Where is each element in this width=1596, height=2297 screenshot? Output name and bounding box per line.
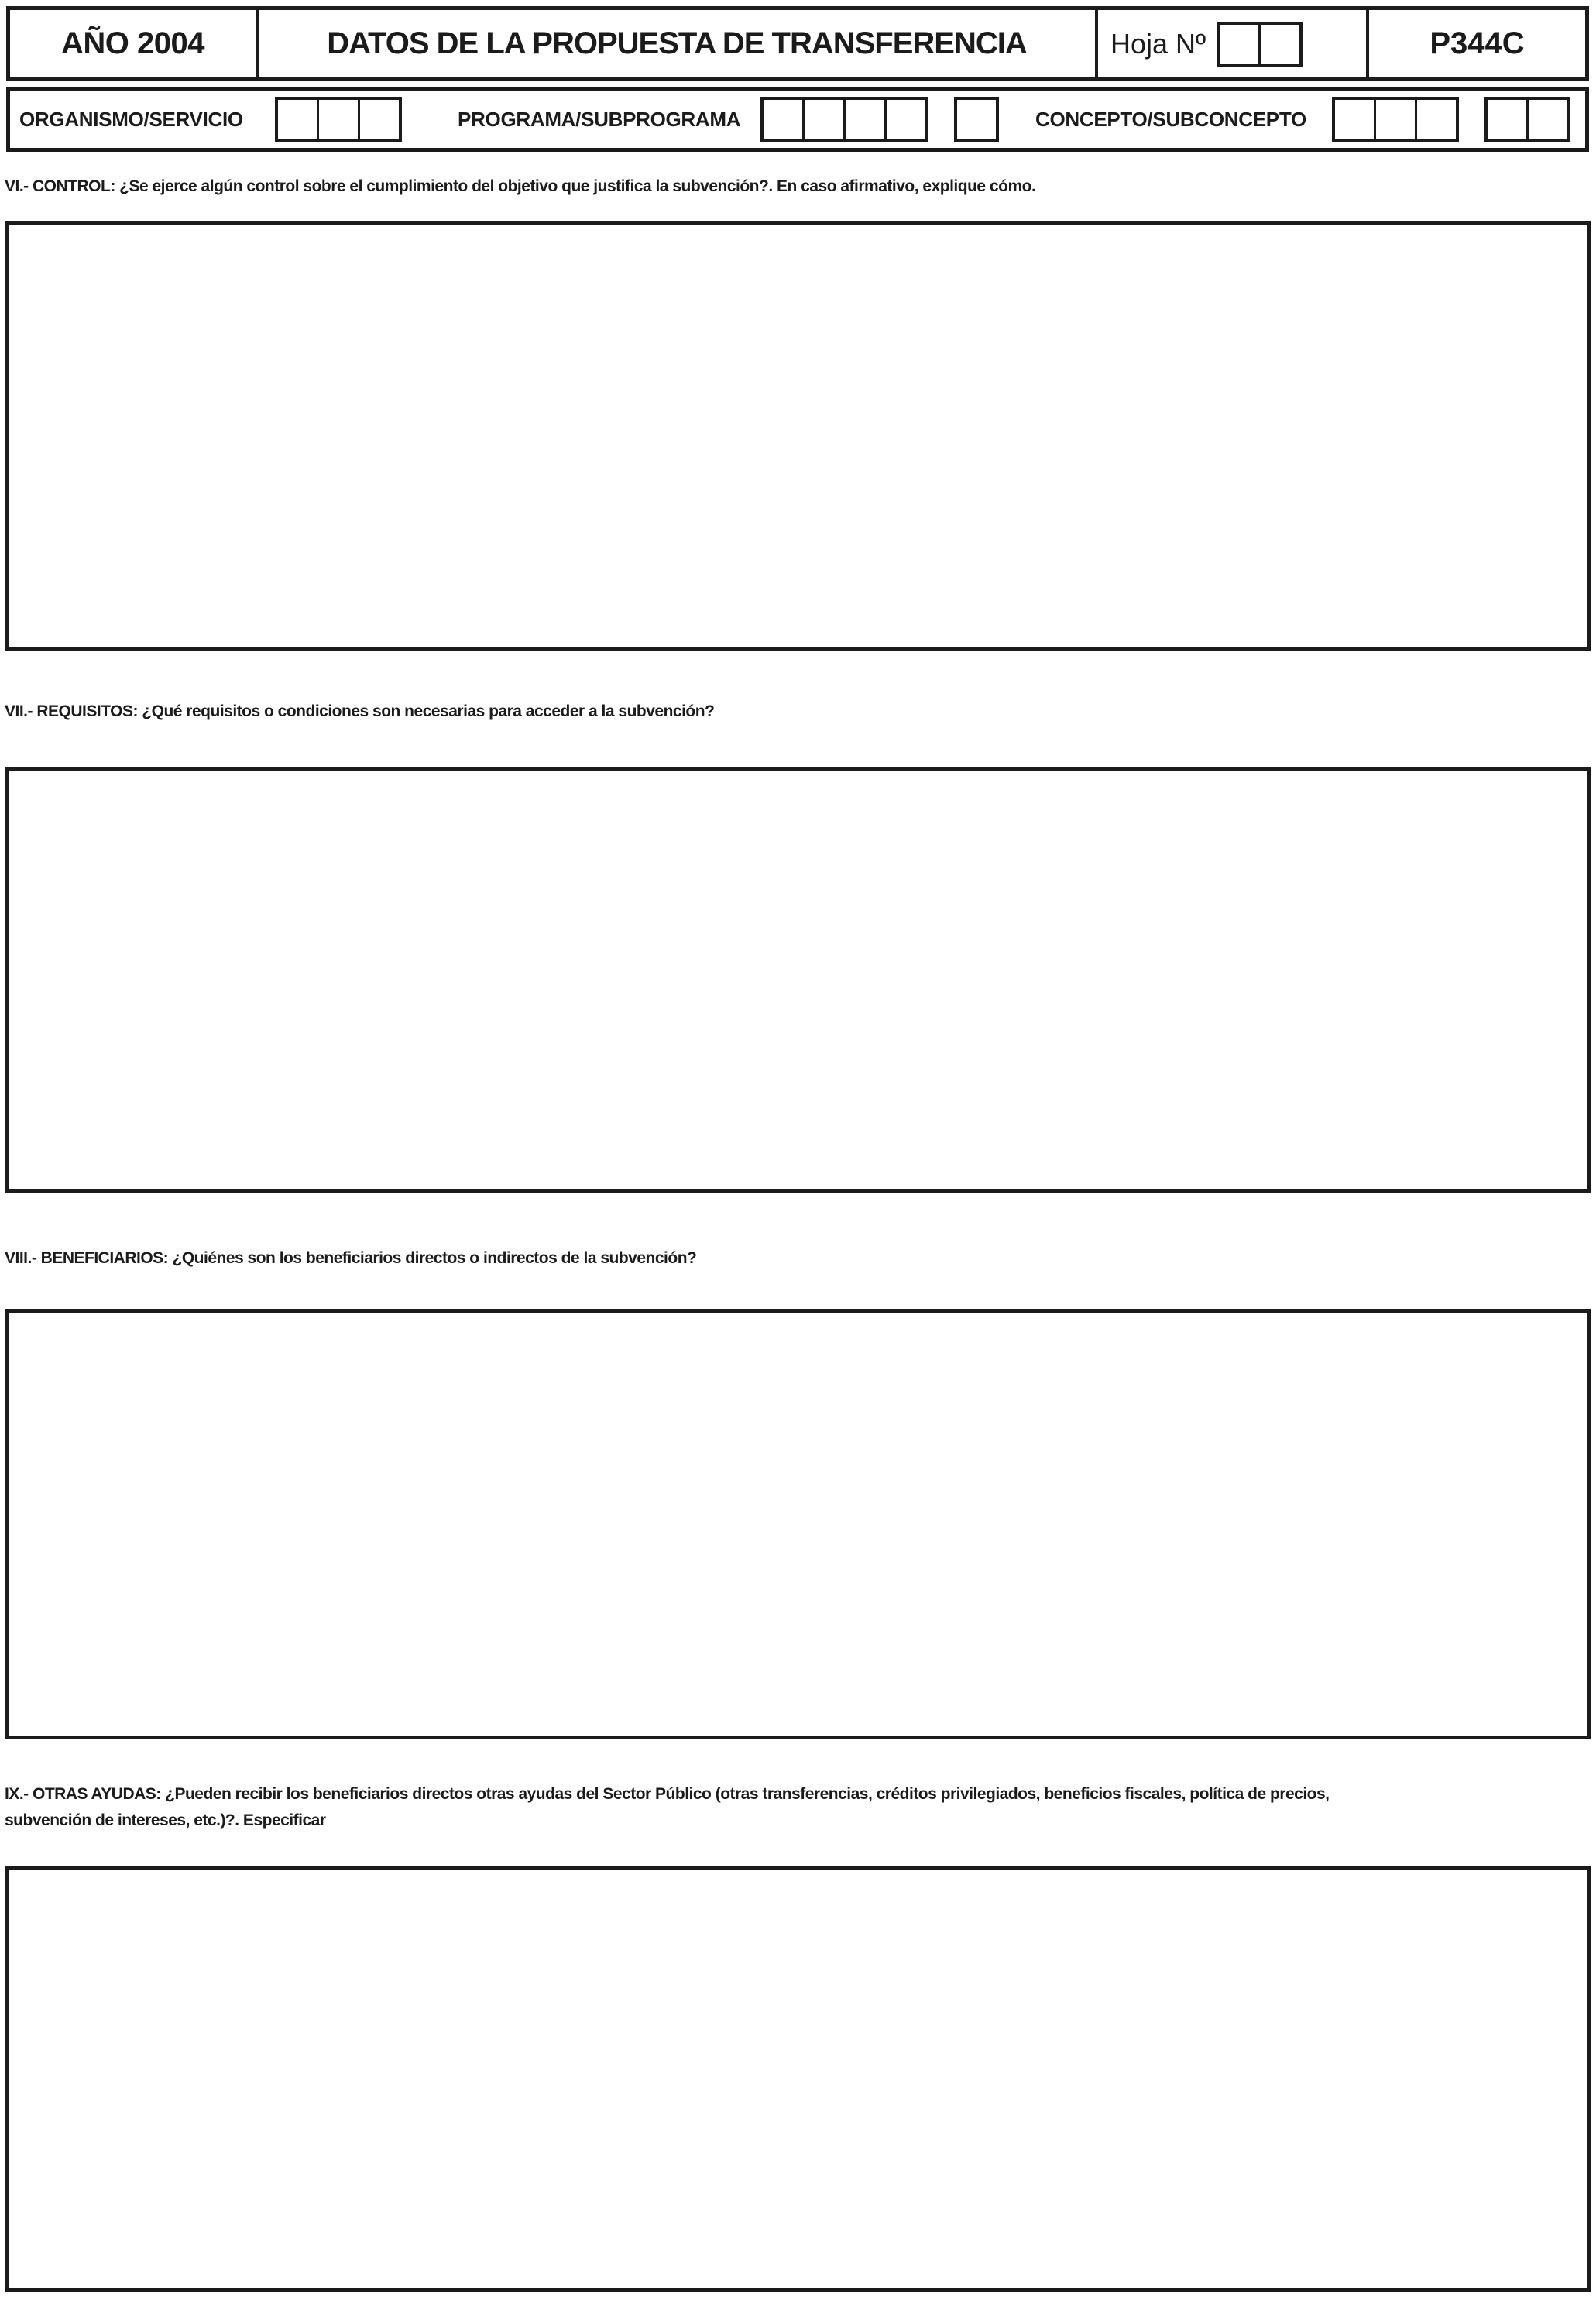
- sheet-number-box: [1217, 22, 1303, 67]
- otras-ayudas-answer-box[interactable]: [5, 1866, 1591, 2292]
- programa-cell-1[interactable]: [764, 100, 805, 139]
- sheet-number-cell-2[interactable]: [1261, 25, 1299, 64]
- organismo-label: ORGANISMO/SERVICIO: [19, 107, 243, 131]
- organismo-cell-1[interactable]: [278, 100, 319, 139]
- year-label: AÑO 2004: [61, 26, 204, 60]
- coding-bar: [6, 87, 1589, 152]
- programa-cell-2[interactable]: [805, 100, 846, 139]
- programa-box: [760, 97, 928, 142]
- programa-subbox: [954, 97, 999, 142]
- section-vi-control-label: VI.- CONTROL: ¿Se ejerce algún control sobre el cumplimiento del objetivo que justifica la subvención?. En caso afirmativo, explique cómo.: [5, 177, 1036, 195]
- concepto-cell-2[interactable]: [1376, 100, 1417, 139]
- programa-cell-4[interactable]: [887, 100, 925, 139]
- concepto-cell-1[interactable]: [1335, 100, 1376, 139]
- concepto-cell-3[interactable]: [1417, 100, 1456, 139]
- organismo-cell-2[interactable]: [319, 100, 360, 139]
- section-vii-requisitos-label: VII.- REQUISITOS: ¿Qué requisitos o condiciones son necesarias para acceder a la subvención?: [5, 702, 715, 720]
- header-bar: [6, 6, 1589, 81]
- organismo-box: [275, 97, 402, 142]
- section-ix-otras-ayudas-label: IX.- OTRAS AYUDAS: ¿Pueden recibir los beneficiarios directos otras ayudas del Sector Público (otras transferencias, créditos privilegiados, beneficios fiscales, política de precios, subvención de intereses, etc.)?. Especificar: [5, 1785, 1330, 1829]
- programa-subcell-1[interactable]: [957, 100, 996, 139]
- concepto-label: CONCEPTO/SUBCONCEPTO: [1035, 107, 1306, 131]
- programa-cell-3[interactable]: [846, 100, 887, 139]
- sheet-number-cell-1[interactable]: [1220, 25, 1261, 64]
- section-viii-beneficiarios-label: VIII.- BENEFICIARIOS: ¿Quiénes son los beneficiarios directos o indirectos de la subvención?: [5, 1249, 697, 1267]
- organismo-cell-3[interactable]: [360, 100, 399, 139]
- requisitos-answer-box[interactable]: [5, 767, 1591, 1193]
- concepto-subbox: [1484, 97, 1570, 142]
- sheet-number-group: [1098, 10, 1366, 77]
- concepto-subcell-2[interactable]: [1529, 100, 1567, 139]
- beneficiarios-answer-box[interactable]: [5, 1309, 1591, 1739]
- form-title: DATOS DE LA PROPUESTA DE TRANSFERENCIA: [327, 26, 1027, 60]
- concepto-subcell-1[interactable]: [1488, 100, 1529, 139]
- programa-label: PROGRAMA/SUBPROGRAMA: [458, 107, 741, 131]
- sheet-number-label: Hoja Nº: [1110, 27, 1206, 60]
- control-answer-box[interactable]: [5, 221, 1591, 651]
- concepto-box: [1332, 97, 1459, 142]
- form-code: P344C: [1430, 26, 1525, 60]
